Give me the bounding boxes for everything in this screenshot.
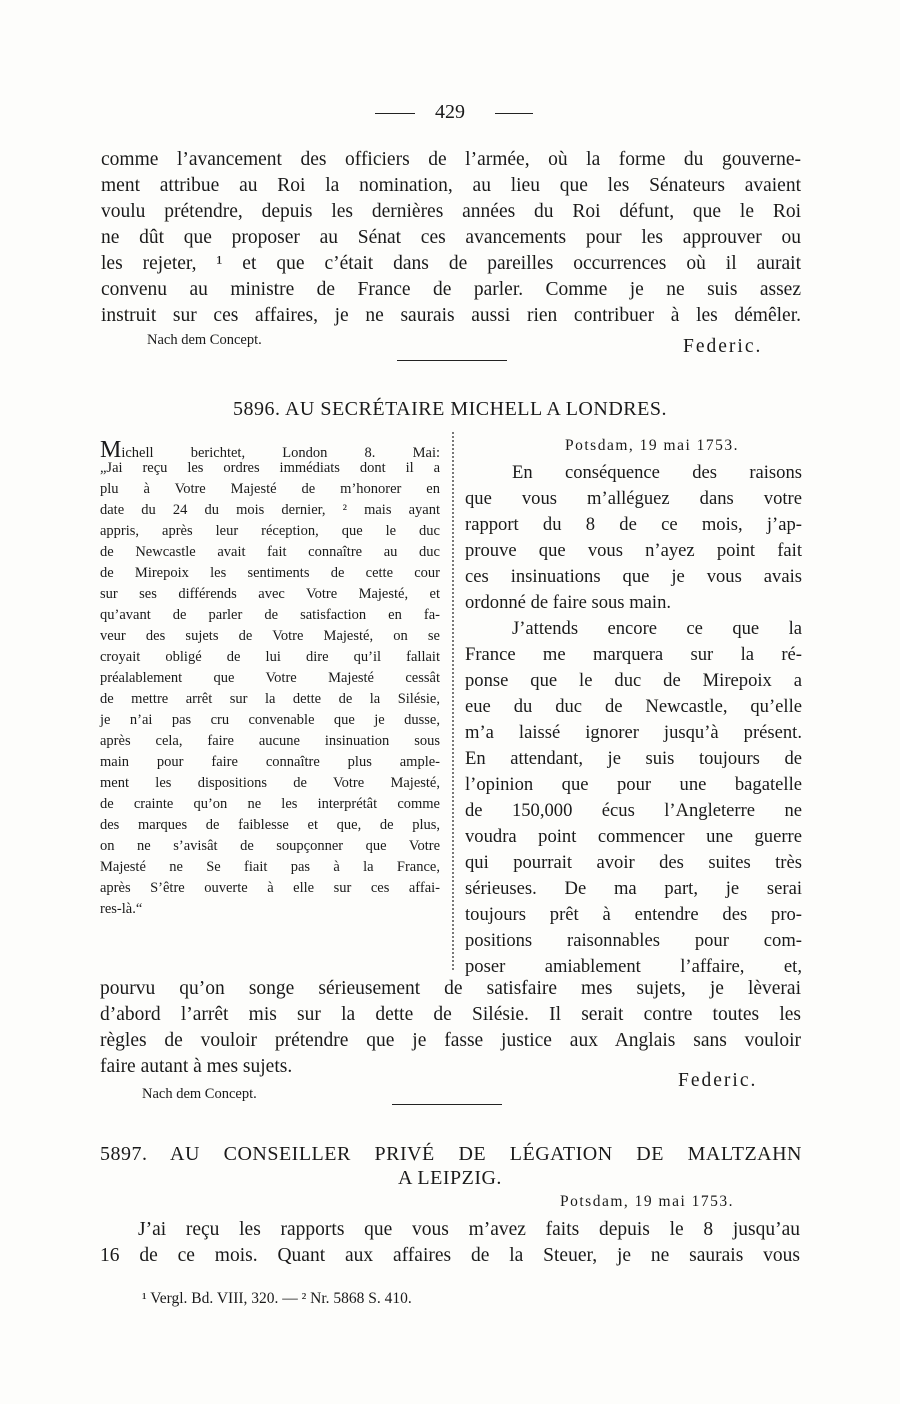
text-line: pourvu qu’on songe sérieusement de satisfaire mes sujets, je lèverai <box>100 978 801 999</box>
text-line: ponse que le duc de Mirepoix a <box>465 670 802 691</box>
text-line: après cela, faire aucune insinuation sous <box>100 733 440 749</box>
text-line: En attendant, je suis toujours de <box>465 748 802 769</box>
text-line: appris, après leur réception, que le duc <box>100 523 440 539</box>
text-line: eue du duc de Newcastle, qu’elle <box>465 696 802 717</box>
text-line: instruit sur ces affaires, je ne saurais aussi rien contribuer à les démêler. <box>101 305 801 326</box>
text-line: 16 de ce mois. Quant aux affaires de la Steuer, je ne saurais vous <box>100 1245 800 1266</box>
footnotes: ¹ Vergl. Bd. VIII, 320. — ² Nr. 5868 S. 410. <box>142 1290 412 1307</box>
section-heading-5897: 5897. AU CONSEILLER PRIVÉ DE LÉGATION DE MALTZAHN <box>100 1143 802 1165</box>
text-line: Michell berichtet, London 8. Mai: <box>100 437 440 463</box>
text-line: toujours prêt à entendre des pro- <box>465 904 802 925</box>
text-line: ordonné de faire sous main. <box>465 592 672 613</box>
text-line: d’abord l’arrêt mis sur la dette de Silésie. Il serait contre toutes les <box>100 1004 801 1025</box>
text-line: convenu au ministre de France de parler. Comme je ne suis assez <box>101 279 801 300</box>
section-heading-5896: 5896. AU SECRÉTAIRE MICHELL A LONDRES. <box>233 398 667 420</box>
text-line: voulu prétendre, depuis les dernières années du Roi défunt, que le Roi <box>101 201 801 222</box>
text-line: règles de vouloir prétendre que je fasse justice aux Anglais sans vouloir <box>100 1030 801 1051</box>
text-line: de mettre arrêt sur la dette de la Silésie, <box>100 691 440 707</box>
dateline: Potsdam, 19 mai 1753. <box>560 1193 735 1210</box>
text-line: „Jai reçu les ordres immédiats dont il a <box>100 460 440 476</box>
signature: Federic. <box>678 1070 758 1091</box>
page-number-dash-right <box>495 113 533 114</box>
text-line: veur des sujets de Votre Majesté, on se <box>100 628 440 644</box>
text-line: rapport du 8 de ce mois, j’ap- <box>465 514 802 535</box>
text-line: poser amiablement l’affaire, et, <box>465 956 802 977</box>
text-line: de Mirepoix les sentiments de cette cour <box>100 565 440 581</box>
text-line: plu à Votre Majesté de m’honorer en <box>100 481 440 497</box>
text-line: qui pourrait avoir des suites très <box>465 852 802 873</box>
text-line: En conséquence des raisons <box>512 462 802 483</box>
text-line: sérieuses. De ma part, je serai <box>465 878 802 899</box>
text-line: prouve que vous n’ayez point fait <box>465 540 802 561</box>
text-line: de Newcastle avait fait connaître au duc <box>100 544 440 560</box>
text-line: des marques de faiblesse et que, de plus, <box>100 817 440 833</box>
text-line: qu’avant de parler de satisfaction en fa- <box>100 607 440 623</box>
concept-note: Nach dem Concept. <box>147 332 262 348</box>
page-number: 429 <box>435 101 465 123</box>
text-line: je n’ai pas cru convenable que je dusse, <box>100 712 440 728</box>
text-line: que vous m’alléguez dans votre <box>465 488 802 509</box>
text-line: de crainte qu’on ne les interprétât comme <box>100 796 440 812</box>
text-line: croyait obligé de lui dire qu’il fallait <box>100 649 440 665</box>
text-line: m’a laissé ignorer jusqu’à présent. <box>465 722 802 743</box>
text-line: faire autant à mes sujets. <box>100 1056 293 1077</box>
section-heading-5897-cont: A LEIPZIG. <box>398 1167 502 1189</box>
column-separator <box>452 432 454 970</box>
text-line: de 150,000 écus l’Angleterre ne <box>465 800 802 821</box>
text-line: res-là.“ <box>100 901 143 917</box>
text-line: France me marquera sur la ré- <box>465 644 802 665</box>
section-divider <box>397 360 507 361</box>
text-line: date du 24 du mois dernier, ² mais ayant <box>100 502 440 518</box>
text-line: Majesté ne Se fiait pas à la France, <box>100 859 440 875</box>
text-line: les rejeter, ¹ et que c’était dans de pareilles occurrences où il aurait <box>101 253 801 274</box>
section-divider <box>392 1104 502 1105</box>
text-line: J’attends encore ce que la <box>512 618 802 639</box>
text-line: sur ses différends avec Votre Majesté, et <box>100 586 440 602</box>
text-line: on ne s’avisât de soupçonner que Votre <box>100 838 440 854</box>
text-line: après S’être ouverte à elle sur ces affai- <box>100 880 440 896</box>
text-line: ces insinuations que je vous avais <box>465 566 802 587</box>
concept-note: Nach dem Concept. <box>142 1086 257 1102</box>
text-line: positions raisonnables pour com- <box>465 930 802 951</box>
text-line: main pour faire connaître plus ample- <box>100 754 440 770</box>
text-line: voudra point commencer une guerre <box>465 826 802 847</box>
dateline: Potsdam, 19 mai 1753. <box>565 437 740 454</box>
text-line: ne dût que proposer au Sénat ces avancements pour les approuver ou <box>101 227 801 248</box>
text-line: J’ai reçu les rapports que vous m’avez faits depuis le 8 jusqu’au <box>138 1219 800 1240</box>
text-line: comme l’avancement des officiers de l’armée, où la forme du gouverne- <box>101 149 801 170</box>
text-line: préalablement que Votre Majesté cessât <box>100 670 440 686</box>
signature: Federic. <box>683 336 763 357</box>
page-number-dash-left <box>375 113 415 114</box>
text-line: ment attribue au Roi la nomination, au lieu que les Sénateurs avaient <box>101 175 801 196</box>
text-line: ment les dispositions de Votre Majesté, <box>100 775 440 791</box>
text-line: l’opinion que pour une bagatelle <box>465 774 802 795</box>
